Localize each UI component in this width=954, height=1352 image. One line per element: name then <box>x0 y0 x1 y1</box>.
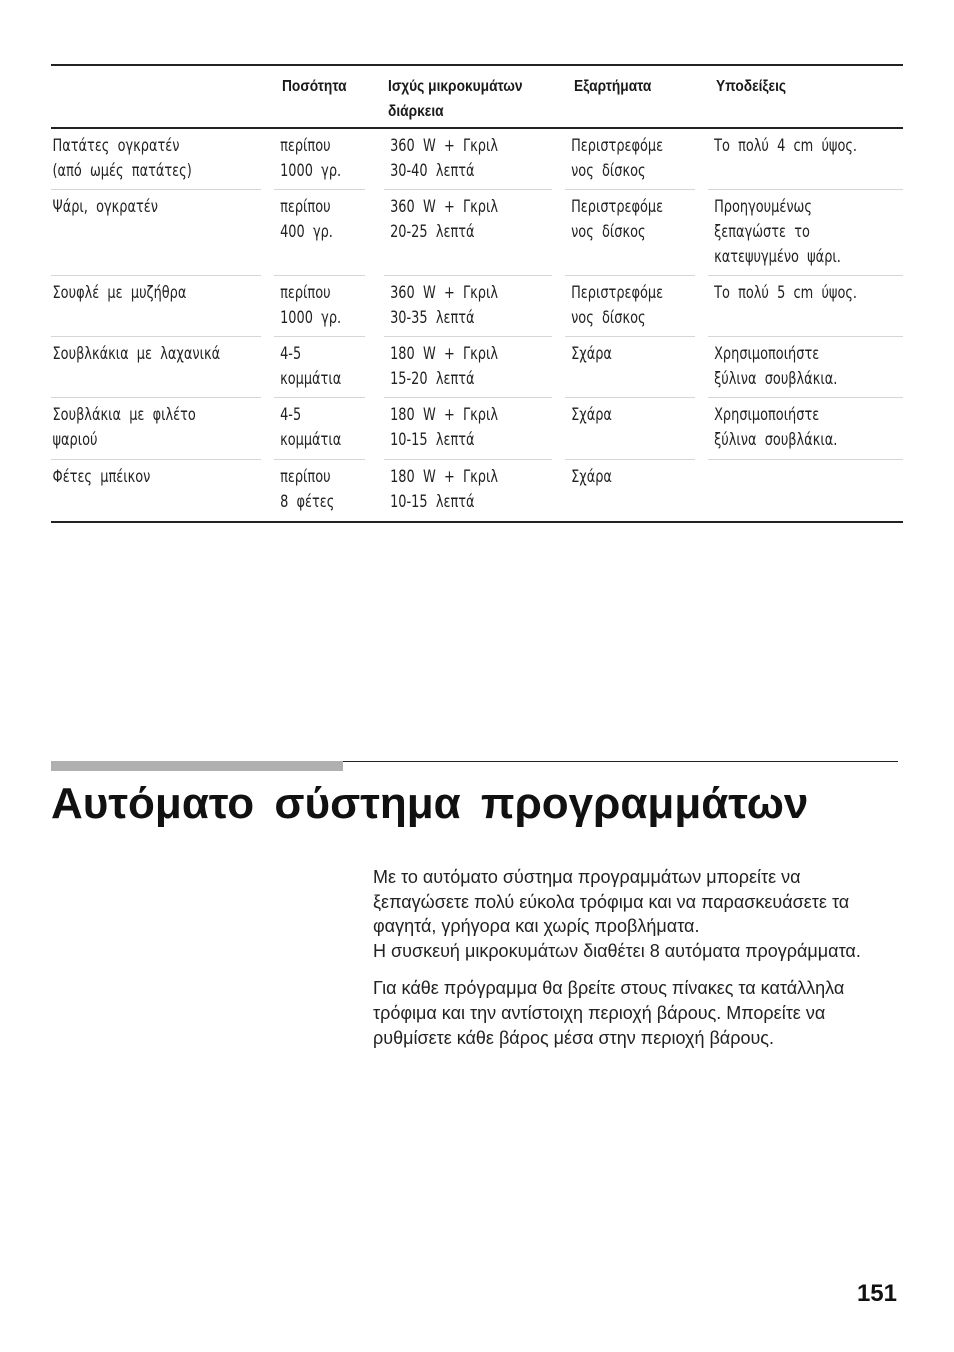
cell-note <box>708 460 903 521</box>
cell-food: Φέτες μπέικον <box>52 467 151 487</box>
cell-accessory: Σχάρα <box>565 337 695 398</box>
table-header <box>51 66 903 129</box>
cooking-table <box>51 64 903 523</box>
cell-quantity: περίπου 8 φέτες <box>280 467 335 512</box>
table-row <box>51 337 903 398</box>
header-quantity: Ποσότητα <box>282 78 347 95</box>
cell-quantity: 4-5 κομμάτια <box>274 398 365 460</box>
cell-note: Χρησιμοποιήστε ξύλινα σουβλάκια. <box>708 398 903 460</box>
cell-quantity: περίπου 400 γρ. <box>274 190 365 276</box>
cell-accessory: Περιστρεφόμε νος δίσκος <box>565 190 695 276</box>
table-row <box>51 276 903 337</box>
cell-note: Το πολύ 4 cm ύψος. <box>708 129 903 190</box>
cell-food: Πατάτες ογκρατέν (από ωμές πατάτες) <box>51 129 261 190</box>
table-row <box>51 190 903 276</box>
paragraph: Με το αυτόματο σύστημα προγραμμάτων μπορείτε να ξεπαγώσετε πολύ εύκολα τρόφιμα και να παρασκευάσετε τα φαγητά, γρήγορα και χωρίς προβλήματα. <box>373 867 850 937</box>
header-power-duration: Ισχύς μικροκυμάτων διάρκεια <box>388 78 523 120</box>
cell-accessory: Σχάρα <box>571 467 612 487</box>
header-accessories: Εξαρτήματα <box>574 78 652 95</box>
cell-food: Σουβλάκια με φιλέτο ψαριού <box>51 398 261 460</box>
cell-food: Σουβλκάκια με λαχανικά <box>51 337 261 398</box>
cell-power: 180 W + Γκριλ 10-15 λεπτά <box>390 467 499 512</box>
cell-power: 360 W + Γκριλ 20-25 λεπτά <box>384 190 552 276</box>
cell-power: 360 W + Γκριλ 30-40 λεπτά <box>384 129 552 190</box>
cell-note: Προηγουμένως ξεπαγώστε το κατεψυγμένο ψάρι. <box>708 190 903 276</box>
page-number: 151 <box>856 1280 897 1307</box>
cell-quantity: περίπου 1000 γρ. <box>274 129 365 190</box>
section-body <box>373 865 895 1050</box>
table-row <box>51 460 903 521</box>
cell-power: 180 W + Γκριλ 10-15 λεπτά <box>384 398 552 460</box>
paragraph: Για κάθε πρόγραμμα θα βρείτε στους πίνακες τα κατάλληλα τρόφιμα και την αντίστοιχη περιοχή βάρους. Μπορείτε να ρυθμίσετε κάθε βάρος μέσα στην περιοχή βάρους. <box>373 978 845 1048</box>
cell-note: Το πολύ 5 cm ύψος. <box>708 276 903 337</box>
cell-quantity: 4-5 κομμάτια <box>274 337 365 398</box>
cell-note: Χρησιμοποιήστε ξύλινα σουβλάκια. <box>708 337 903 398</box>
cell-food: Σουφλέ με μυζήθρα <box>51 276 261 337</box>
cell-accessory: Περιστρεφόμε νος δίσκος <box>565 276 695 337</box>
cell-quantity: περίπου 1000 γρ. <box>274 276 365 337</box>
table-row <box>51 398 903 460</box>
paragraph: Η συσκευή μικροκυμάτων διαθέτει 8 αυτόματα προγράμματα. <box>373 940 861 961</box>
cell-power: 180 W + Γκριλ 15-20 λεπτά <box>384 337 552 398</box>
header-notes: Υποδείξεις <box>716 78 787 95</box>
cell-accessory: Περιστρεφόμε νος δίσκος <box>565 129 695 190</box>
section-title: Αυτόματο σύστημα προγραμμάτων <box>51 779 809 828</box>
cell-accessory: Σχάρα <box>565 398 695 460</box>
cell-food: Ψάρι, ογκρατέν <box>51 190 261 276</box>
section-rule-accent <box>51 761 343 771</box>
cell-power: 360 W + Γκριλ 30-35 λεπτά <box>384 276 552 337</box>
table-row <box>51 129 903 190</box>
